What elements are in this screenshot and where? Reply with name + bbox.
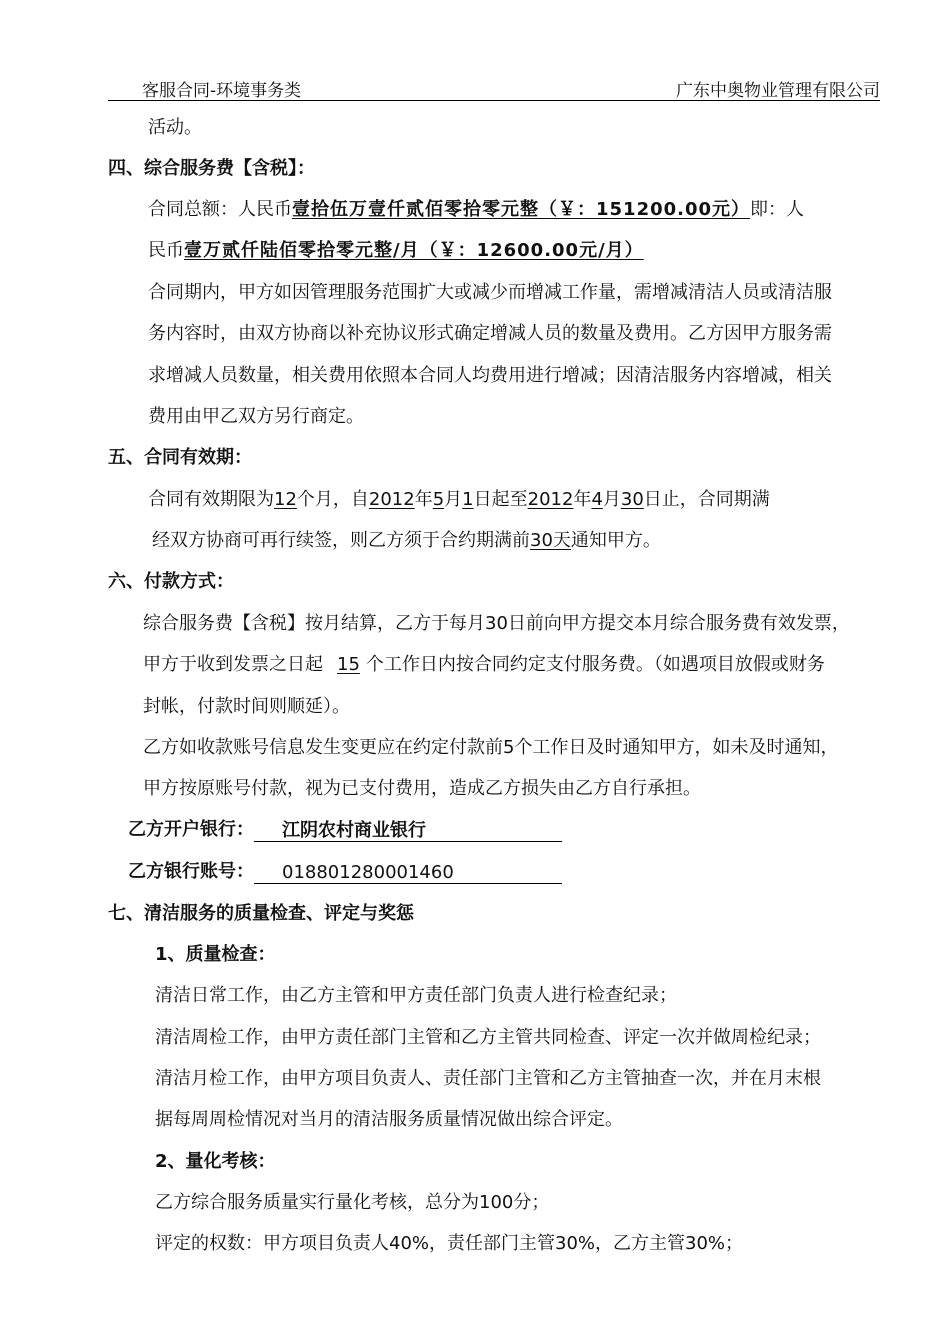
quality-line: 清洁周检工作，由甲方责任部门主管和乙方主管共同检查、评定一次并做周检纪录； <box>155 1027 821 1048</box>
payment-line: 乙方如收款账号信息发生变更应在约定付款前5个工作日及时通知甲方，如未及时通知， <box>143 737 839 758</box>
term-text: 经双方协商可再行续签，则乙方须于合约期满前 <box>152 530 530 551</box>
term-text: 日起至 <box>473 489 528 510</box>
term-text: 合同有效期限为 <box>148 489 274 510</box>
subsection-title: 1、质量检查： <box>155 944 276 965</box>
header-right: 广东中奥物业管理有限公司 <box>676 81 880 101</box>
quality-line: 据每周周检情况对当月的清洁服务质量情况做出综合评定。 <box>155 1109 623 1130</box>
section-6-title: 六、付款方式： <box>108 571 234 592</box>
page-header <box>108 74 880 101</box>
paragraph-line: 求增减人员数量，相关费用依照本合同人均费用进行增减；因清洁服务内容增减，相关 <box>148 365 832 386</box>
term-start-month: 5 <box>432 489 445 510</box>
account-label: 乙方银行账号： <box>128 861 254 882</box>
payment-text: 甲方于收到发票之日起 <box>143 654 323 675</box>
bank-label: 乙方开户银行： <box>128 819 254 840</box>
term-line-2 <box>152 529 661 553</box>
payment-days: 15 <box>337 654 360 675</box>
paragraph-line: 合同期内，甲方如因管理服务范围扩大或减少而增减工作量，需增减清洁人员或清洁服 <box>148 282 832 303</box>
payment-line: 封帐，付款时间则顺延）。 <box>143 696 350 717</box>
fee-label: 合同总额：人民币 <box>148 199 292 220</box>
fee-total: 壹拾伍万壹仟贰佰零拾零元整（￥：151200.00元） <box>292 199 751 220</box>
fee-line-2 <box>148 239 644 263</box>
section-7-title: 七、清洁服务的质量检查、评定与奖惩 <box>108 903 414 924</box>
term-end-day: 30 <box>620 489 644 510</box>
term-text: 年 <box>414 489 433 510</box>
fee-monthly: 壹万贰仟陆佰零拾零元整/月（￥：12600.00元/月） <box>184 240 644 261</box>
quality-line: 清洁日常工作，由乙方主管和甲方责任部门负责人进行检查纪录； <box>155 985 677 1006</box>
term-end-year: 2012 <box>527 489 574 510</box>
term-text: 年 <box>573 489 592 510</box>
bank-value: 江阴农村商业银行 <box>254 819 562 842</box>
term-months: 12 <box>274 489 297 510</box>
term-text: 日止，合同期满 <box>643 489 770 510</box>
account-value: 018801280001460 <box>254 861 562 884</box>
fee-label-2: 即：人 <box>750 199 805 220</box>
text-line: 活动。 <box>148 117 202 138</box>
payment-line-2 <box>143 653 825 677</box>
term-text: 个月，自 <box>296 489 369 510</box>
term-line-1 <box>148 488 770 512</box>
section-4-title: 四、综合服务费【含税】： <box>108 158 315 179</box>
term-text: 通知甲方。 <box>570 530 661 551</box>
term-start-day: 1 <box>462 489 474 510</box>
notice-days: 30天 <box>530 530 571 551</box>
term-text: 月 <box>444 489 463 510</box>
subsection-title: 2、量化考核： <box>155 1151 276 1172</box>
quality-line: 清洁月检工作，由甲方项目负责人、责任部门主管和乙方主管抽查一次，并在月末根 <box>155 1068 821 1089</box>
section-5-title: 五、合同有效期： <box>108 447 252 468</box>
paragraph-line: 费用由甲乙双方另行商定。 <box>148 406 364 427</box>
term-end-month: 4 <box>591 489 603 510</box>
payment-text: 个工作日内按合同约定支付服务费。（如遇项目放假或财务 <box>365 654 825 675</box>
account-row <box>128 860 562 884</box>
term-text: 月 <box>602 489 621 510</box>
header-left: 客服合同-环境事务类 <box>142 81 302 101</box>
payment-line: 综合服务费【含税】按月结算，乙方于每月30日前向甲方提交本月综合服务费有效发票， <box>143 613 850 634</box>
payment-line: 甲方按原账号付款，视为已支付费用，造成乙方损失由乙方自行承担。 <box>143 778 701 799</box>
assessment-line: 评定的权数：甲方项目负责人40%，责任部门主管30%，乙方主管30%； <box>155 1233 744 1254</box>
assessment-line: 乙方综合服务质量实行量化考核，总分为100分； <box>155 1192 550 1213</box>
fee-line-1 <box>148 198 804 222</box>
paragraph-line: 务内容时，由双方协商以补充协议形式确定增减人员的数量及费用。乙方因甲方服务需 <box>148 323 832 344</box>
term-start-year: 2012 <box>368 489 415 510</box>
fee-label-3: 民币 <box>148 240 184 261</box>
bank-row <box>128 818 562 842</box>
